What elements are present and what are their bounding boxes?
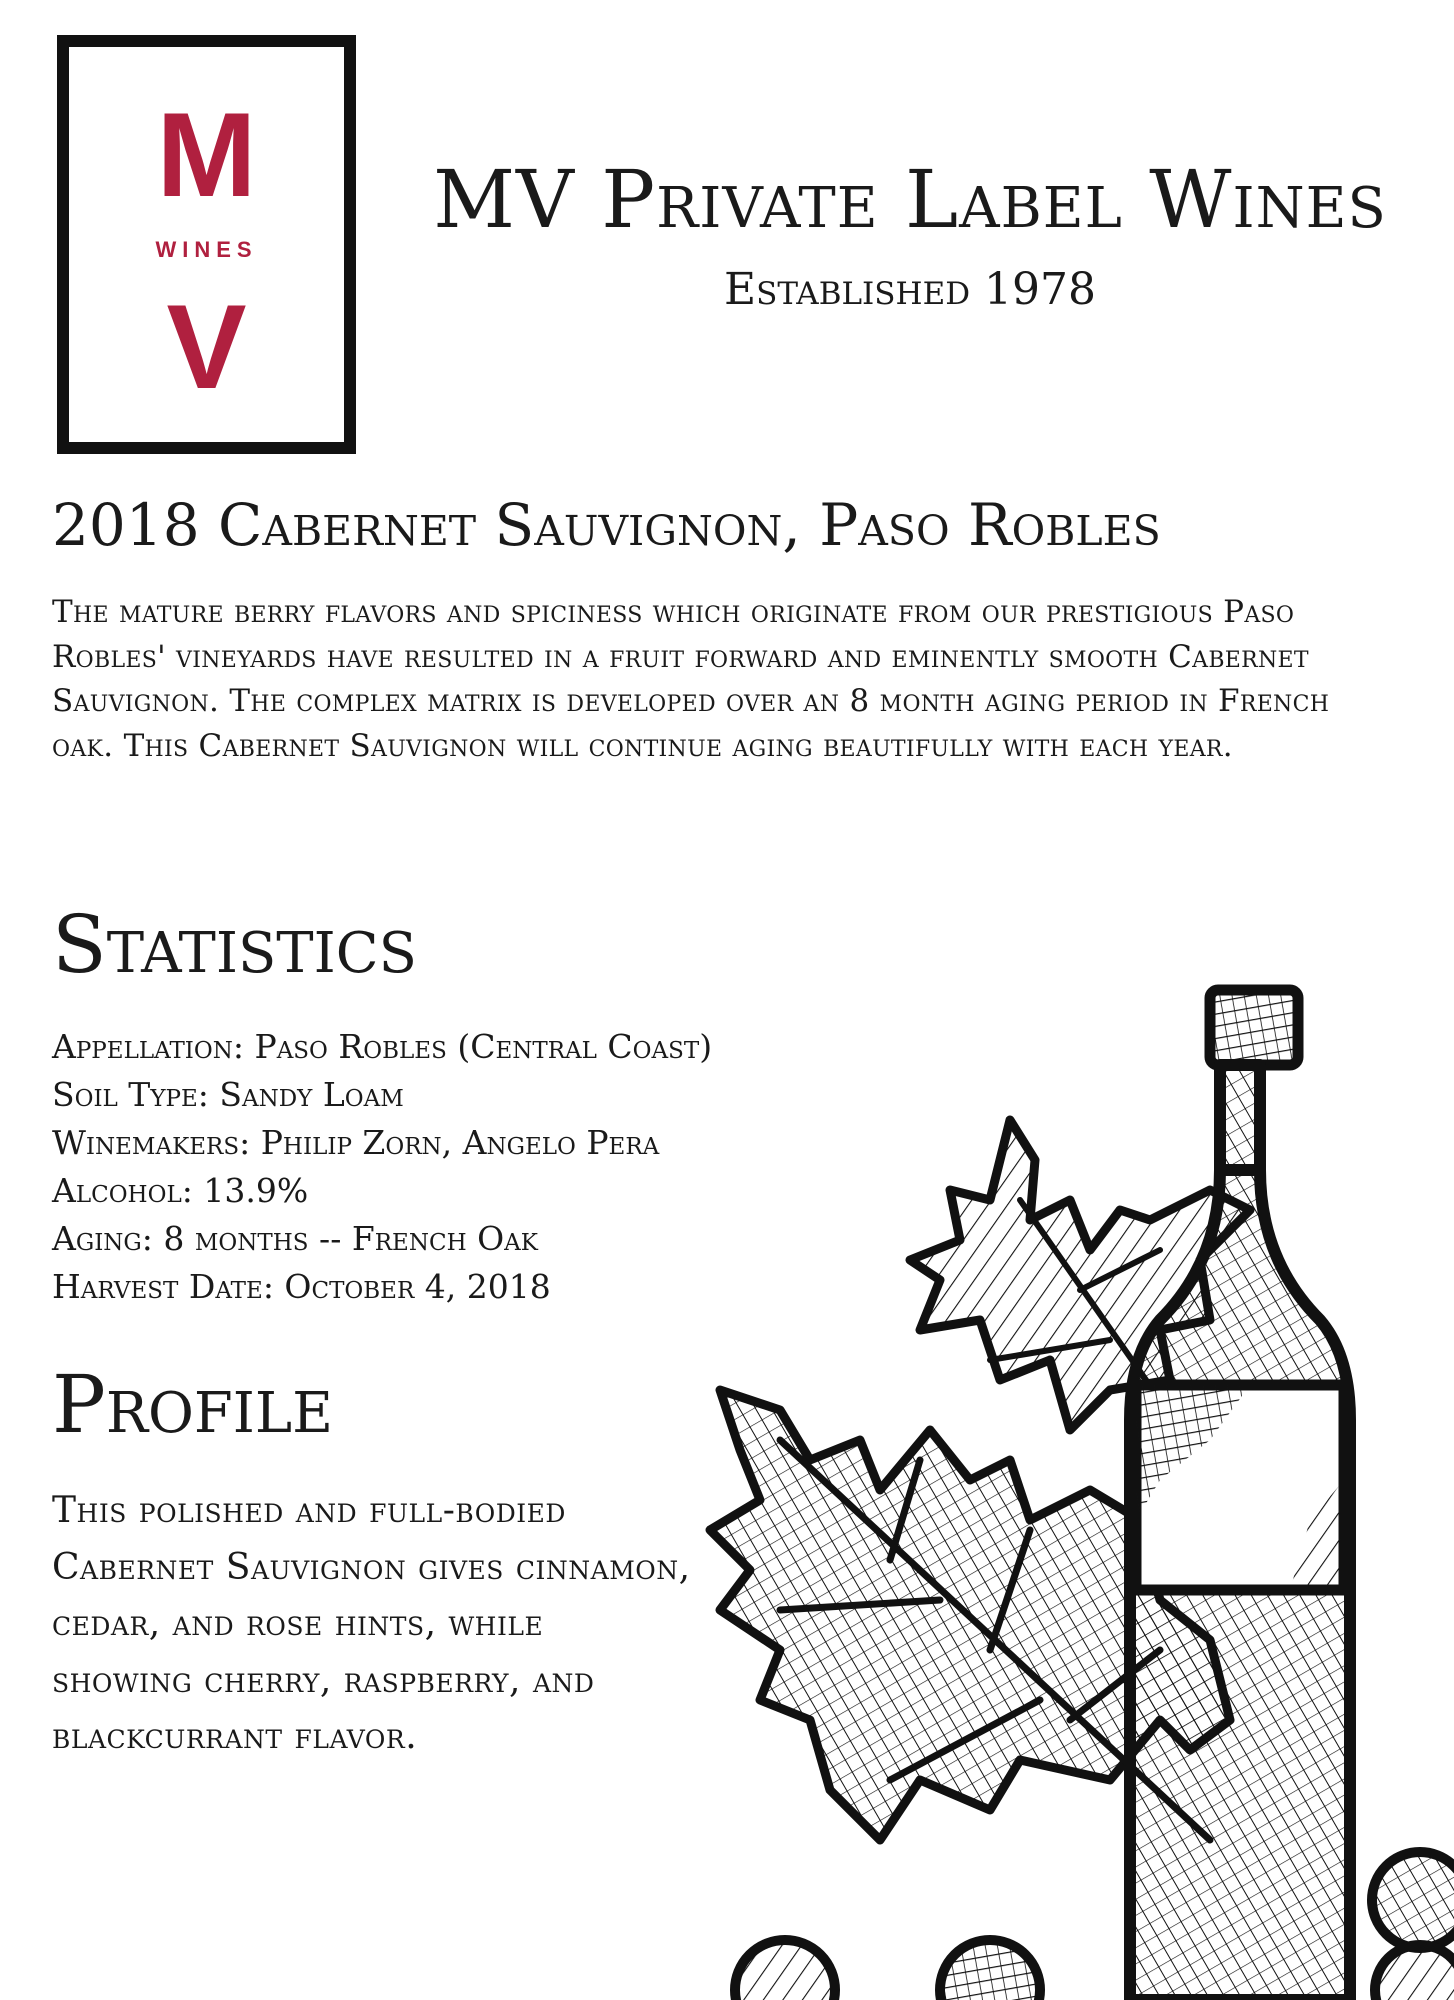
statistics-list [52,1023,712,1311]
logo-word: WINES [155,237,258,262]
established-subtitle: Established 1978 [723,264,1097,315]
stat-soil-type: Soil Type: Sandy Loam [52,1075,404,1114]
wine-title: 2018 Cabernet Sauvignon, Paso Robles [52,491,1161,559]
profile-heading: Profile [52,1358,333,1451]
wine-description: The mature berry flavors and spiciness which originate from our prestigious Paso Robles' vineyards have resulted in a fruit forward and eminently smooth Cabernet Sauvignon. The complex matrix is developed over an 8 month aging period in French oak. This Cabernet Sauvignon will continue aging beautifully with each year. [52,594,1330,764]
wine-bottle-leaf-grapes-icon [690,960,1454,2000]
stat-aging: Aging: 8 months -- French Oak [52,1219,538,1258]
stat-winemakers: Winemakers: Philip Zorn, Angelo Pera [52,1123,660,1162]
logo [57,35,356,454]
logo-letter-m: M [156,88,257,222]
wine-bottle-icon [1130,990,1350,2000]
stat-harvest-date: Harvest Date: October 4, 2018 [52,1267,551,1306]
profile-description: This polished and full-bodied Cabernet Sauvignon gives cinnamon, cedar, and rose hints, while showing cherry, raspberry, and blackcurrant flavor. [52,1490,691,1757]
brand-title: MV Private Label Wines [433,153,1387,246]
statistics-heading: Statistics [52,898,417,991]
stat-appellation: Appellation: Paso Robles (Central Coast) [52,1027,713,1066]
stat-alcohol: Alcohol: 13.9% [52,1171,309,1210]
logo-letter-v: V [166,280,247,414]
